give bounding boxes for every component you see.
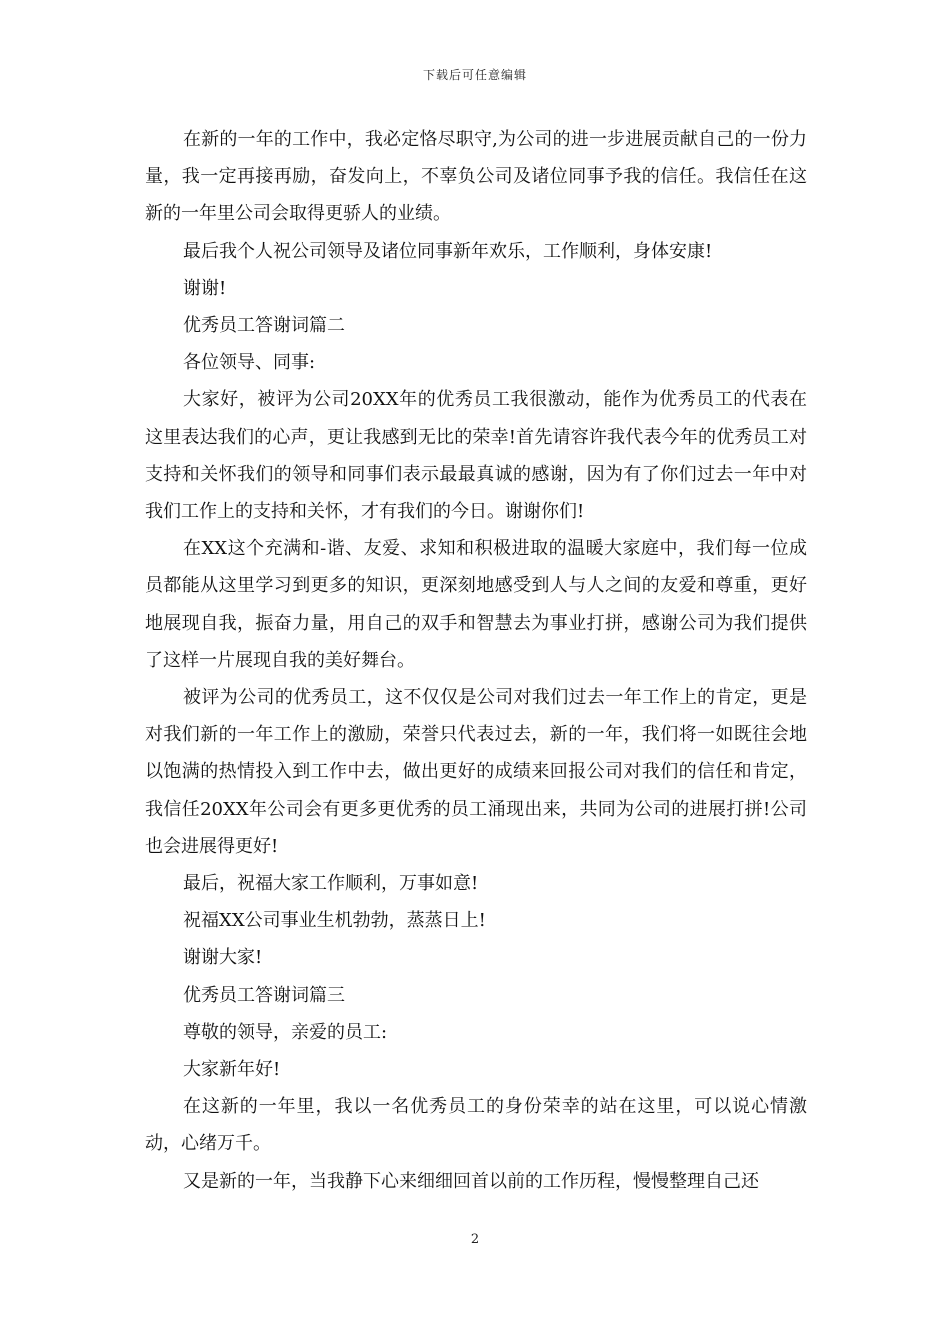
paragraph: 在新的一年的工作中，我必定恪尽职守,为公司的进一步进展贡献自己的一份力量，我一定再接再励，奋发向上，不辜负公司及诸位同事予我的信任。我信任在这新的一年里公司会取得更骄人的业绩。 <box>145 129 807 225</box>
paragraph: 最后，祝福大家工作顺利，万事如意! <box>183 873 479 895</box>
paragraph: 最后我个人祝公司领导及诸位同事新年欢乐，工作顺利，身体安康! <box>183 240 713 262</box>
section-heading: 优秀员工答谢词篇三 <box>183 984 345 1006</box>
salutation: 各位领导、同事: <box>183 352 316 374</box>
section-heading: 优秀员工答谢词篇二 <box>183 315 345 337</box>
page-header: 下载后可任意编辑 <box>422 68 527 82</box>
paragraph: 在这新的一年里，我以一名优秀员工的身份荣幸的站在这里，可以说心情激动，心绪万千。 <box>145 1096 807 1155</box>
page-number: 2 <box>470 1232 480 1247</box>
salutation: 尊敬的领导，亲爱的员工: <box>183 1021 388 1043</box>
paragraph: 被评为公司的优秀员工，这不仅仅是公司对我们过去一年工作上的肯定，更是对我们新的一年工作上的激励，荣誉只代表过去，新的一年，我们将一如既往会地以饱满的热情投入到工作中去，做出更好的成绩来回报公司对我们的信任和肯定，我信任20XX年公司会有更多更优秀的员工涌现出来，共同为公司的进展打拼!公司也会进展得更好! <box>145 687 807 857</box>
paragraph: 谢谢大家! <box>183 947 263 969</box>
document-body <box>145 121 807 1200</box>
paragraph: 大家新年好! <box>183 1059 281 1081</box>
paragraph: 谢谢! <box>183 277 227 299</box>
paragraph: 祝福XX公司事业生机勃勃，蒸蒸日上! <box>183 910 486 932</box>
paragraph: 在XX这个充满和-谐、友爱、求知和积极进取的温暖大家庭中，我们每一位成员都能从这里学习到更多的知识，更深刻地感受到人与人之间的友爱和尊重，更好地展现自我，振奋力量，用自己的双手和智慧去为事业打拼，感谢公司为我们提供了这样一片展现自我的美好舞台。 <box>145 538 807 671</box>
paragraph: 又是新的一年，当我静下心来细细回首以前的工作历程，慢慢整理自己还 <box>183 1170 759 1192</box>
paragraph: 大家好，被评为公司20XX年的优秀员工我很激动，能作为优秀员工的代表在这里表达我们的心声，更让我感到无比的荣幸!首先请容许我代表今年的优秀员工对支持和关怀我们的领导和同事们表示最最真诚的感谢，因为有了你们过去一年中对我们工作上的支持和关怀，才有我们的今日。谢谢你们! <box>145 389 807 523</box>
